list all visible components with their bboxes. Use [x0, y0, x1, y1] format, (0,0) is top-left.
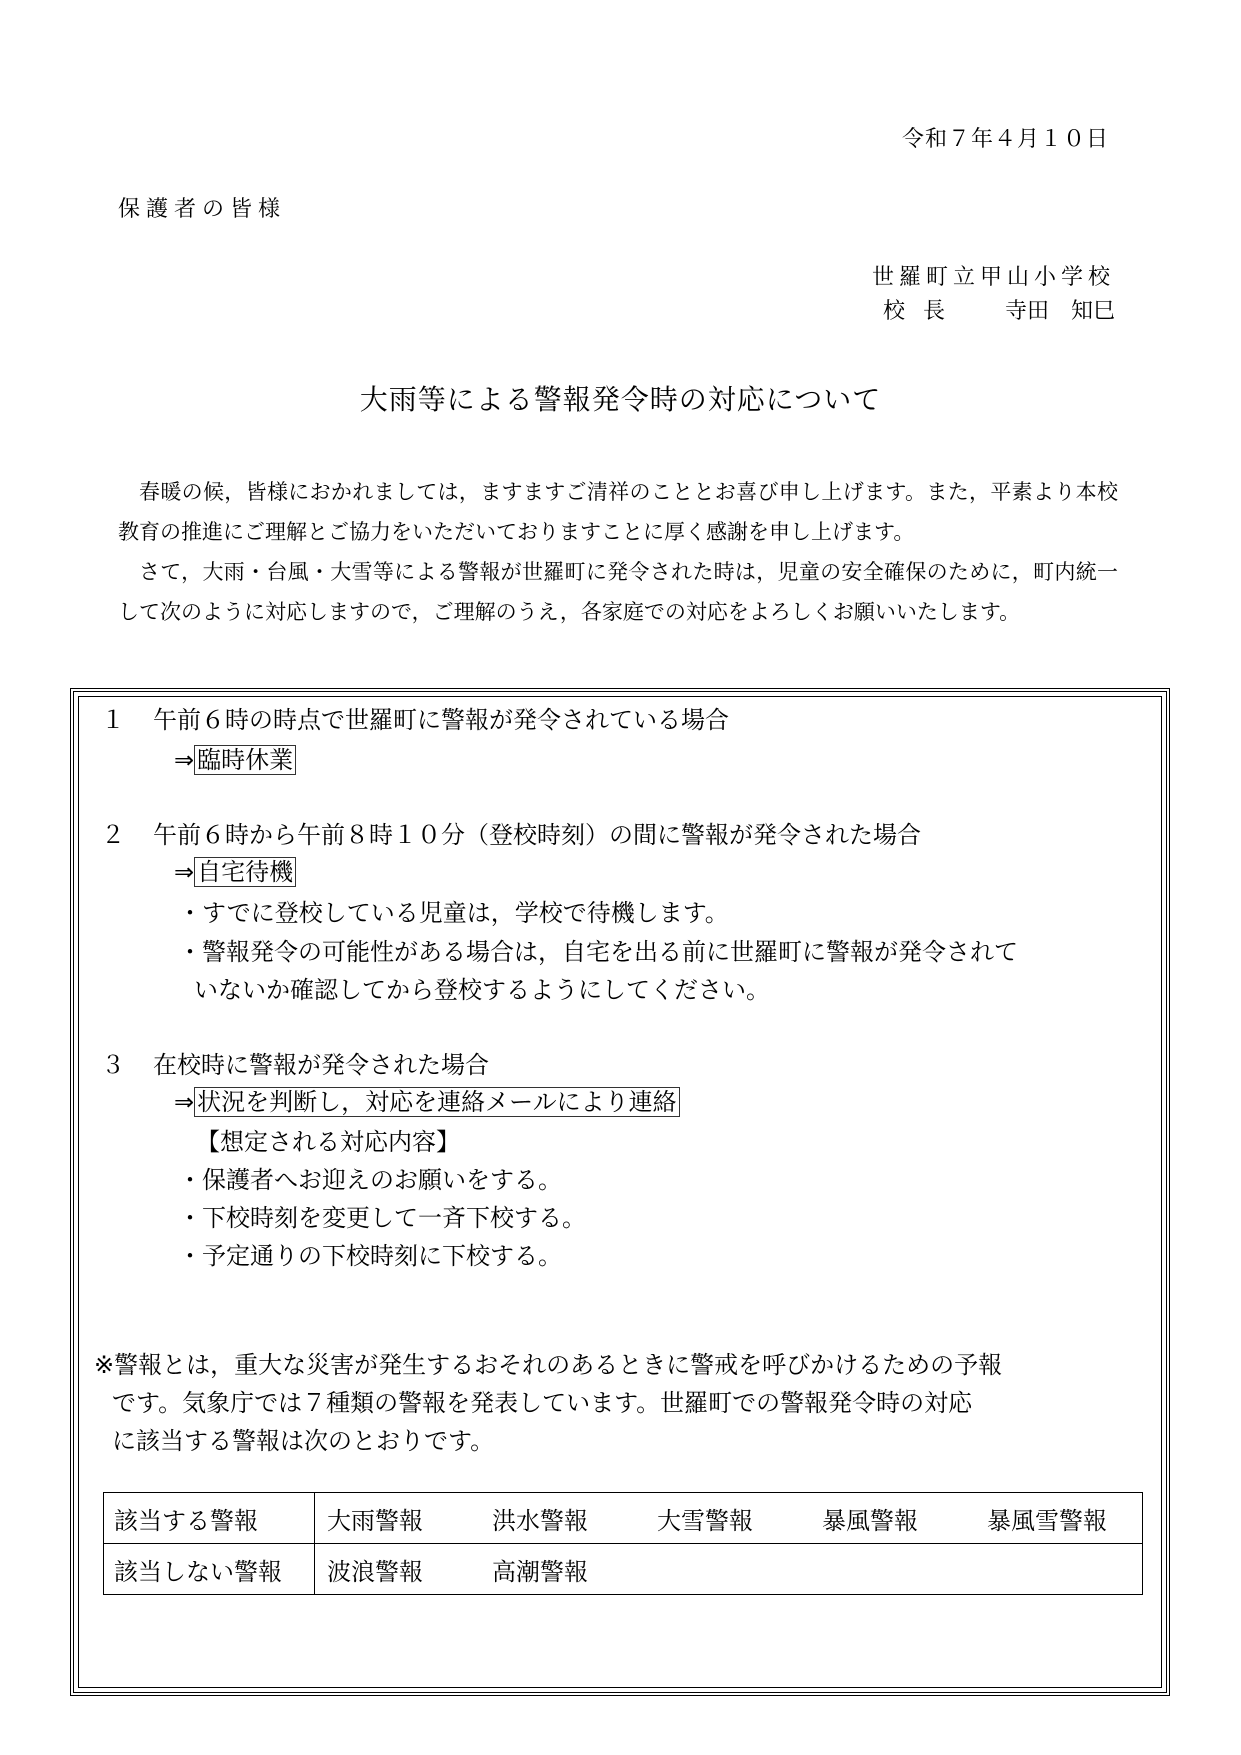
not-applicable-label: 該当しない警報: [104, 1544, 315, 1595]
section-heading: 在校時に警報が発令された場合: [153, 1051, 489, 1079]
warning-snowstorm: 暴風雪警報: [987, 1506, 1107, 1535]
body-text: [118, 472, 1118, 632]
arrow-icon: ⇒: [174, 858, 195, 886]
principal-role: 校長: [882, 299, 963, 324]
warning-heavy-rain: 大雨警報: [327, 1506, 423, 1535]
note-line-3: に該当する警報は次のとおりです。: [112, 1427, 495, 1455]
action-box: 自宅待機: [194, 857, 296, 887]
section-1-action: [174, 740, 296, 775]
table-row-applicable: [104, 1493, 1143, 1544]
section-number: ２: [101, 821, 125, 849]
warning-high-waves: 波浪警報: [327, 1557, 423, 1586]
section-3-subheading: 【想定される対応内容】: [196, 1128, 460, 1156]
note-line-1: ※警報とは，重大な災害が発生するおそれのあるときに警戒を呼びかけるための予報: [94, 1351, 1003, 1379]
action-box: 臨時休業: [194, 745, 296, 775]
warning-flood: 洪水警報: [492, 1506, 588, 1535]
paragraph-greeting: 春暖の候，皆様におかれましては，ますますご清祥のこととお喜び申し上げます。また，平素より本校教育の推進にご理解とご協力をいただいておりますことに厚く感謝を申し上げます。: [118, 480, 1118, 544]
section-1-heading: [101, 700, 729, 735]
section-heading: 午前６時の時点で世羅町に警報が発令されている場合: [153, 706, 729, 734]
warning-table: [103, 1492, 1143, 1595]
section-3-heading: [101, 1045, 489, 1080]
applicable-values: [315, 1493, 1143, 1544]
section-number: ３: [101, 1051, 125, 1079]
addressee: 保護者の皆様: [118, 197, 287, 222]
warning-storm: 暴風警報: [822, 1506, 918, 1535]
table-row-not-applicable: [104, 1544, 1143, 1595]
paragraph-notice: さて，大雨・台風・大雪等による警報が世羅町に発令された時は，児童の安全確保のために，町内統一して次のように対応しますので，ご理解のうえ，各家庭での対応をよろしくお願いいたします。: [118, 560, 1118, 624]
applicable-label: 該当する警報: [104, 1493, 315, 1544]
document-date: 令和７年４月１０日: [901, 127, 1109, 152]
warning-storm-surge: 高潮警報: [492, 1557, 588, 1586]
principal-line: [883, 294, 1115, 325]
note-line-2: です。気象庁では７種類の警報を発表しています。世羅町での警報発令時の対応: [112, 1389, 973, 1417]
school-name: 世羅町立甲山小学校: [871, 265, 1115, 290]
action-box: 状況を判断し，対応を連絡メールにより連絡: [194, 1087, 680, 1117]
arrow-icon: ⇒: [174, 746, 195, 774]
section-2-bullet-2-cont: いないか確認してから登校するようにしてください。: [194, 976, 770, 1004]
section-2-heading: [101, 815, 921, 850]
section-heading: 午前６時から午前８時１０分（登校時刻）の間に警報が発令された場合: [153, 821, 921, 849]
section-3-bullet-3: ・予定通りの下校時刻に下校する。: [178, 1242, 562, 1270]
section-2-action: [174, 852, 296, 887]
warning-heavy-snow: 大雪警報: [657, 1506, 753, 1535]
not-applicable-values: [315, 1544, 1143, 1595]
section-number: １: [101, 706, 125, 734]
arrow-icon: ⇒: [174, 1088, 195, 1116]
section-3-action: [174, 1082, 680, 1117]
section-2-bullet-1: ・すでに登校している児童は，学校で待機します。: [178, 899, 729, 927]
section-2-bullet-2: ・警報発令の可能性がある場合は，自宅を出る前に世羅町に警報が発令されて: [178, 938, 1018, 966]
document-title: 大雨等による警報発令時の対応について: [359, 383, 882, 416]
section-3-bullet-2: ・下校時刻を変更して一斉下校する。: [178, 1204, 586, 1232]
section-3-bullet-1: ・保護者へお迎えのお願いをする。: [178, 1166, 562, 1194]
principal-name: 寺田 知巳: [1004, 299, 1115, 324]
